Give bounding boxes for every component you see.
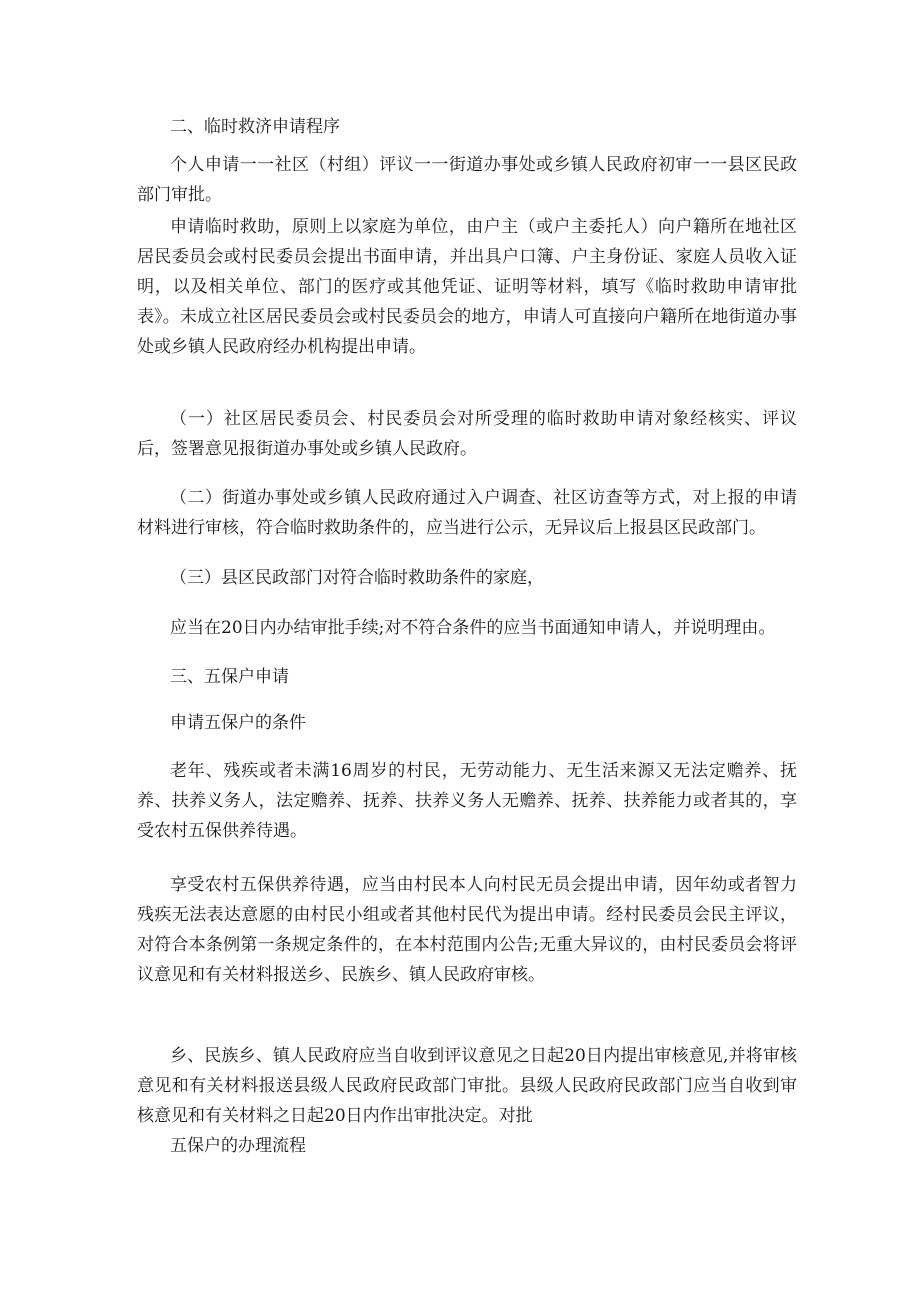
section-3-subheading: 申请五保户的条件 bbox=[170, 713, 306, 733]
section-3-footer-heading: 五保户的办理流程 bbox=[170, 1136, 306, 1156]
section-2-step-1: （一）社区居民委员会、村民委员会对所受理的临时救助申请对象经核实、评议后，签署意见报街道办事处或乡镇人民政府。 bbox=[137, 409, 797, 459]
section-2-paragraph-1: 申请临时救助，原则上以家庭为单位，由户主（或户主委托人）向户籍所在地社区居民委员会或村民委员会提出书面申请，并出具户口簿、户主身份证、家庭人员收入证明，以及相关单位、部门的医疗或其他凭证、证明等材料，填写《临时救助申请审批表》。未成立社区居民委员会或村民委员会的地方，申请人可直接向户籍所在地街道办事处或乡镇人民政府经办机构提出申请。 bbox=[137, 217, 797, 357]
section-2-step-2: （二）街道办事处或乡镇人民政府通过入户调查、社区访查等方式，对上报的申请材料进行审核，符合临时救助条件的，应当进行公示，无异议后上报县区民政部门。 bbox=[137, 488, 797, 538]
section-2-heading: 二、临时救济申请程序 bbox=[170, 117, 340, 137]
section-2-step-3: （三）县区民政部门对符合临时救助条件的家庭， bbox=[170, 568, 544, 588]
section-3-paragraph-1: 老年、残疾或者未满16周岁的村民，无劳动能力、无生活来源又无法定赡养、抚养、扶养义务人，法定赡养、抚养、扶养义务人无赡养、抚养、扶养能力或者其的，享受农村五保供养待遇。 bbox=[137, 761, 797, 841]
section-2-flow: 个人申请一一社区（村组）评议一一街道办事处或乡镇人民政府初审一一县区民政部门审批。 bbox=[137, 155, 797, 205]
section-2-paragraph-5: 应当在20日内办结审批手续;对不符合条件的应当书面通知申请人，并说明理由。 bbox=[170, 618, 776, 638]
section-3-paragraph-2: 享受农村五保供养待遇，应当由村民本人向村民无员会提出申请，因年幼或者智力残疾无法表达意愿的由村民小组或者其他村民代为提出申请。经村民委员会民主评议，对符合本条例第一条规定条件的，在本村范围内公告;无重大异议的，由村民委员会将评议意见和有关材料报送乡、民族乡、镇人民政府审核。 bbox=[137, 875, 797, 985]
section-3-paragraph-3: 乡、民族乡、镇人民政府应当自收到评议意见之日起20日内提出审核意见,并将审核意见和有关材料报送县级人民政府民政部门审批。县级人民政府民政部门应当自收到审核意见和有关材料之日起20日内作出审批决定。对批 bbox=[137, 1046, 797, 1126]
section-3-heading: 三、五保户申请 bbox=[170, 667, 289, 687]
